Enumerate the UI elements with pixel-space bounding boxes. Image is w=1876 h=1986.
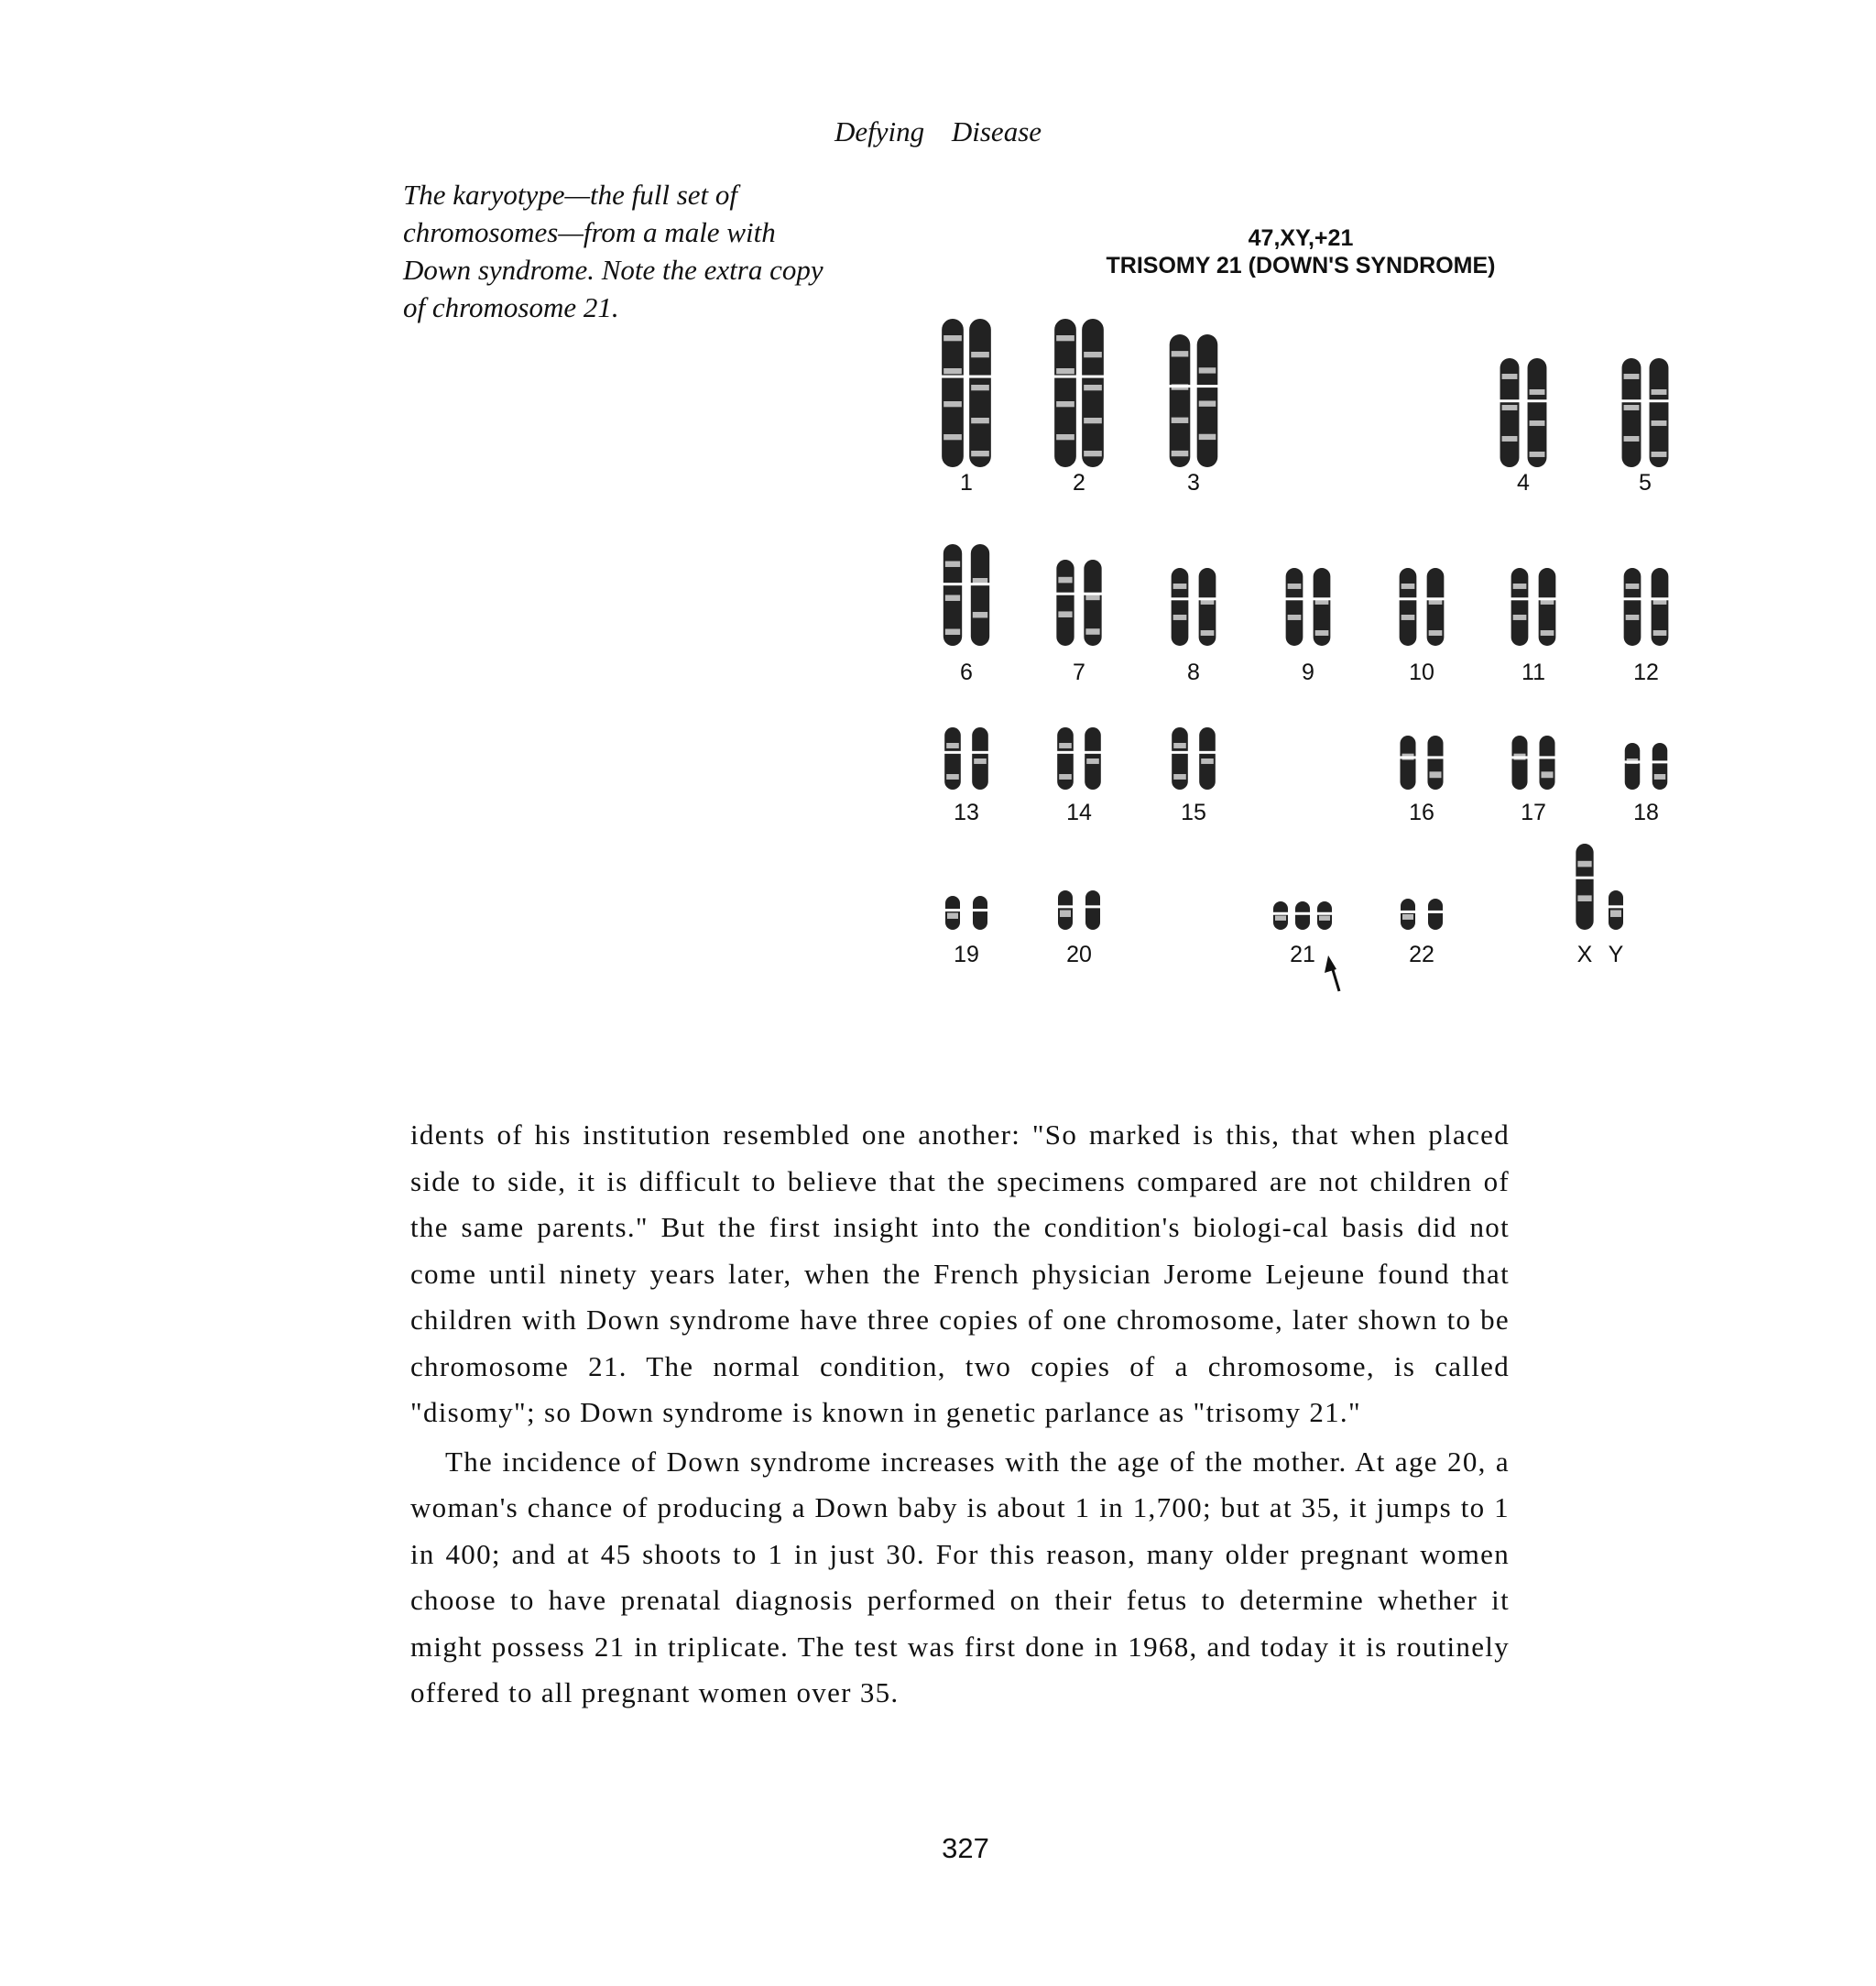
- chromosome: [1623, 568, 1642, 646]
- chromosome-label-16: 16: [1409, 800, 1434, 825]
- chromosome-label-10: 10: [1409, 660, 1434, 685]
- chromosome: [1511, 736, 1528, 790]
- chromosome-group-8: [1171, 568, 1217, 685]
- chromosome: [1652, 743, 1669, 790]
- chromosome: [1400, 899, 1416, 930]
- chromosome-group-11: [1511, 568, 1557, 685]
- chromosome-group-20: [1057, 890, 1101, 967]
- chromosome: [1649, 358, 1670, 467]
- chromosome-group-2: [1053, 319, 1105, 496]
- chromosome-label-17: 17: [1521, 800, 1546, 825]
- figure-title: [1063, 224, 1539, 279]
- chromosome: [968, 319, 992, 467]
- chromosome: [972, 896, 988, 930]
- chromosome: [970, 544, 990, 646]
- chromosome: [1624, 743, 1642, 790]
- chromosome-label-5: 5: [1639, 470, 1652, 496]
- chromosome-label-8: 8: [1187, 660, 1200, 685]
- chromosome: [1272, 901, 1289, 930]
- chromosome: [1651, 568, 1670, 646]
- chromosome-label-22: 22: [1409, 942, 1434, 967]
- chromosome: [1171, 568, 1190, 646]
- chromosome: [1085, 890, 1101, 930]
- karyotype-heading: TRISOMY 21 (DOWN'S SYNDROME): [1106, 253, 1496, 278]
- chromosome-group-19: [944, 896, 988, 967]
- chromosome: [1294, 901, 1311, 930]
- chromosome: [1621, 358, 1642, 467]
- chromosome: [1399, 568, 1418, 646]
- chromosome-label-2: 2: [1073, 470, 1085, 496]
- chromosome-label-14: 14: [1066, 800, 1092, 825]
- chromosome: [1316, 901, 1333, 930]
- chromosome: [1081, 319, 1105, 467]
- chromosome: [1575, 844, 1594, 930]
- chromosome-group-x: [1575, 844, 1594, 967]
- chromosome: [1500, 358, 1521, 467]
- chromosome: [1056, 727, 1074, 790]
- chromosome: [944, 896, 961, 930]
- chromosome: [1198, 727, 1216, 790]
- chromosome: [1527, 358, 1548, 467]
- chromosome-label-15: 15: [1181, 800, 1206, 825]
- chromosome-group-10: [1399, 568, 1445, 685]
- chromosome-label-1: 1: [960, 470, 973, 496]
- chromosome: [1427, 899, 1444, 930]
- chromosome: [943, 544, 963, 646]
- chromosome: [1608, 890, 1624, 930]
- running-head: Defying Disease: [834, 115, 1042, 147]
- chromosome: [1538, 736, 1555, 790]
- body-paragraph-2: The incidence of Down syndrome increases with the age of the mother. At age 20, a woman's chance of producing a Down baby is about 1 in 1,700; but at 35, it jumps to 1 in 400; and at 45 shoots to 1 in just 30. For this reason, many older pregnant women choose to have prenatal diagnosis performed on their fetus to determine whether it might possess 21 in triplicate. The test was first done in 1968, and today it is routinely offered to all pregnant women over 35.: [410, 1445, 1510, 1708]
- body-text: [410, 1112, 1510, 1717]
- trisomy-arrow-icon: [1325, 955, 1339, 991]
- chromosome-label-3: 3: [1187, 470, 1200, 496]
- chromosome: [1399, 736, 1416, 790]
- chromosome-label-13: 13: [954, 800, 979, 825]
- chromosome-label-19: 19: [954, 942, 979, 967]
- chromosome: [1053, 319, 1077, 467]
- chromosome-group-y: [1608, 890, 1624, 967]
- chromosome-group-13: [943, 727, 989, 825]
- chromosome-group-3: [1169, 334, 1219, 496]
- chromosome-group-9: [1285, 568, 1332, 685]
- chromosome-group-1: [941, 319, 992, 496]
- chromosome-label-12: 12: [1633, 660, 1659, 685]
- chromosome: [943, 727, 962, 790]
- chromosome: [1198, 568, 1217, 646]
- chromosome-group-5: [1621, 358, 1670, 496]
- chromosome: [1196, 334, 1219, 467]
- chromosome-label-9: 9: [1302, 660, 1314, 685]
- chromosome: [1426, 568, 1445, 646]
- chromosome-label-x: X: [1576, 942, 1593, 967]
- chromosome: [1084, 727, 1102, 790]
- chromosome: [1285, 568, 1304, 646]
- figure-caption: The karyotype—the full set of chromosomes—from a male with Down syndrome. Note the extra copy of chromosome 21.: [403, 179, 823, 323]
- chromosome-label-6: 6: [960, 660, 973, 685]
- chromosome-label-y: Y: [1608, 942, 1624, 967]
- body-paragraph-1: idents of his institution resembled one another: "So marked is this, that when placed side to side, it is difficult to believe that the specimens compared are not children of the same parents." But the first insight into the condition's biologi-cal basis did not come until ninety years later, when the French physician Jerome Lejeune found that children with Down syndrome have three copies of one chromosome, later shown to be chromosome 21. The normal condition, two copies of a chromosome, is called "disomy"; so Down syndrome is known in genetic parlance as "trisomy 21.": [410, 1118, 1510, 1428]
- chromosome: [1538, 568, 1557, 646]
- page-number: 327: [942, 1832, 989, 1864]
- chromosome-label-7: 7: [1073, 660, 1085, 685]
- chromosome-label-11: 11: [1522, 660, 1545, 685]
- chromosome: [971, 727, 989, 790]
- chromosome: [1169, 334, 1192, 467]
- chromosome-group-16: [1399, 736, 1444, 825]
- chromosome-group-17: [1511, 736, 1555, 825]
- chromosome-group-15: [1171, 727, 1216, 825]
- karyotype-notation: 47,XY,+21: [1248, 225, 1354, 251]
- chromosome-label-20: 20: [1066, 942, 1092, 967]
- chromosome-group-6: [943, 544, 990, 685]
- chromosome-label-18: 18: [1633, 800, 1659, 825]
- chromosome-label-21: 21: [1290, 942, 1315, 967]
- chromosome-group-18: [1624, 743, 1669, 825]
- chromosome: [1511, 568, 1530, 646]
- chromosome-group-21: [1272, 901, 1333, 967]
- chromosome-label-4: 4: [1517, 470, 1530, 496]
- chromosome: [1057, 890, 1074, 930]
- chromosome: [941, 319, 965, 467]
- chromosome: [1083, 560, 1102, 646]
- chromosome-group-14: [1056, 727, 1102, 825]
- chromosome: [1055, 560, 1074, 646]
- chromosome-group-4: [1500, 358, 1548, 496]
- chromosome: [1171, 727, 1189, 790]
- chromosome: [1426, 736, 1444, 790]
- chromosome-group-12: [1623, 568, 1670, 685]
- chromosome: [1313, 568, 1332, 646]
- karyotype-figure: [879, 284, 1704, 1026]
- chromosome-group-22: [1400, 899, 1444, 967]
- chromosome-group-7: [1055, 560, 1102, 685]
